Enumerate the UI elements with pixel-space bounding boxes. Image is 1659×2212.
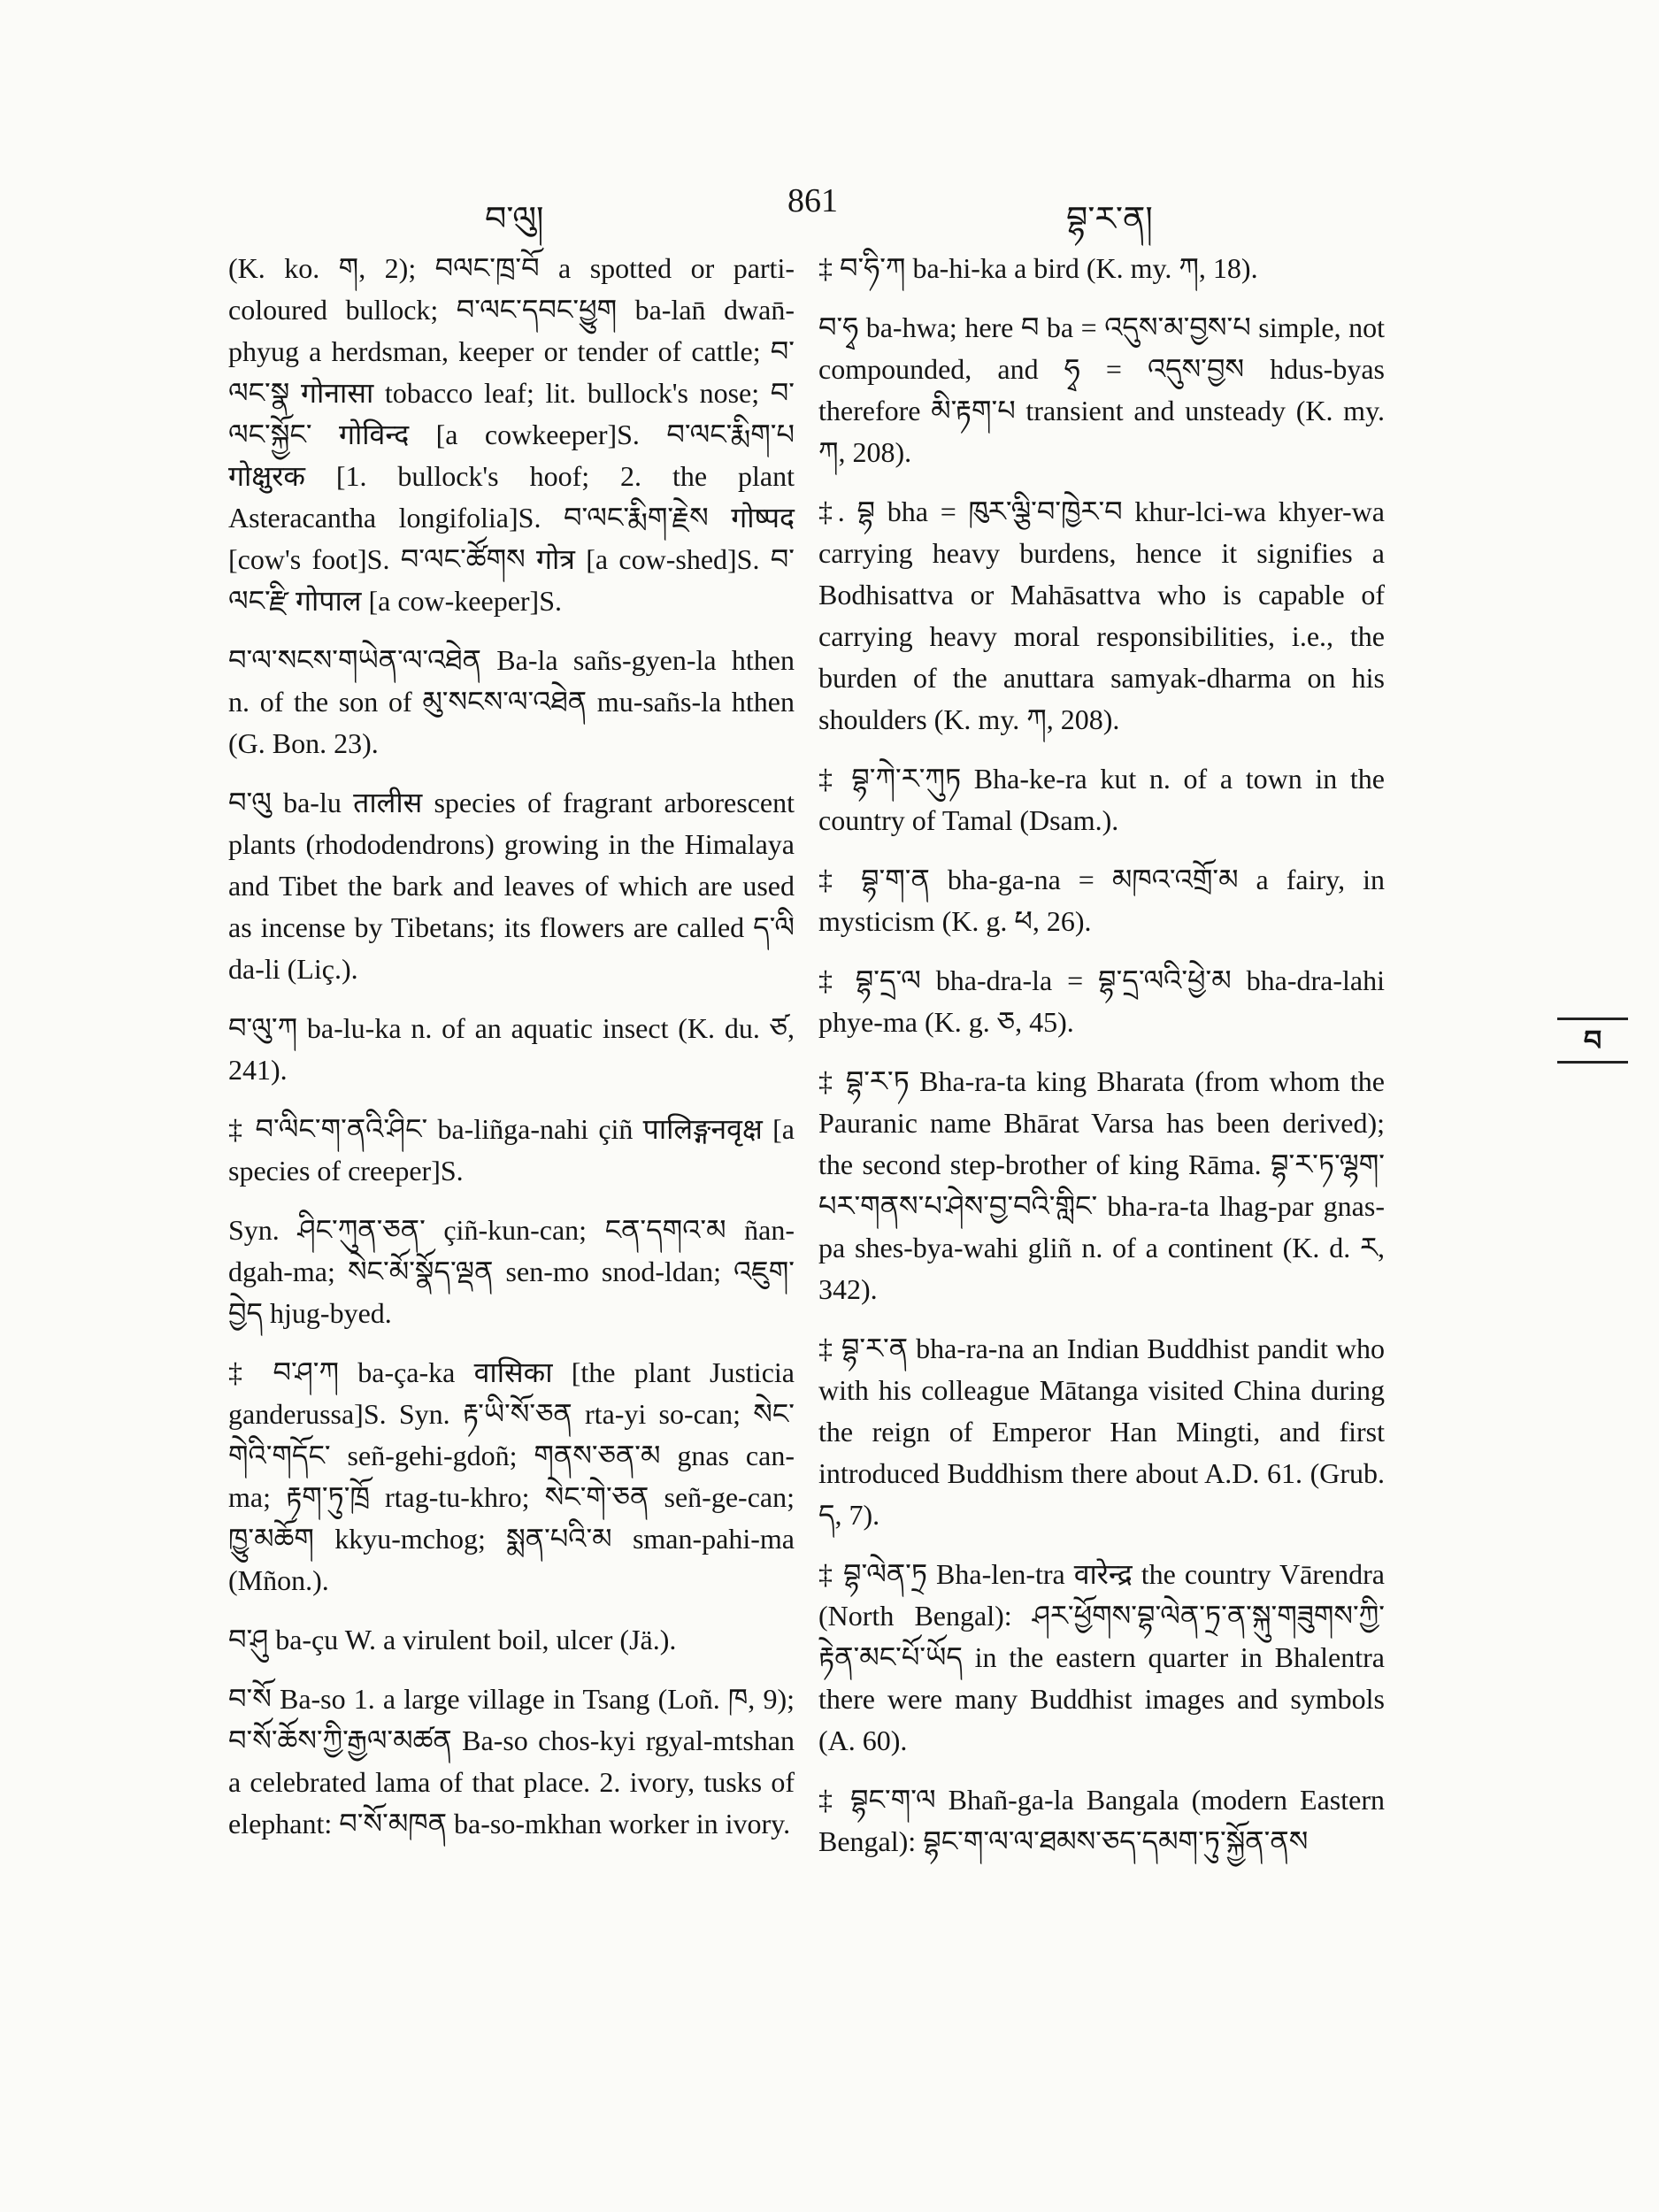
entry-text: ‡. བྷ bha = ཁུར་ལྕི་བ་ཁྱེར་བ khur-lci-wa khyer-wa carrying heavy burdens, hence it signifies a Bodhisattva or Mahāsattva who is capable of carrying heavy moral responsibilities, i.e., the burden of the anuttara samyak-dharma on his shoulders (K. my. ཀ, 208). bbox=[818, 495, 1385, 735]
synonym-block bbox=[228, 1210, 795, 1334]
dictionary-entry bbox=[228, 1109, 795, 1192]
dictionary-entry bbox=[818, 307, 1385, 473]
dictionary-entry bbox=[228, 1352, 795, 1601]
entry-text: བ་ལུ་ཀ ba-lu-ka n. of an aquatic insect (K. du. ཙ, 241). bbox=[228, 1012, 795, 1086]
right-column bbox=[818, 248, 1385, 1880]
entry-text: བ་སོ Ba-so 1. a large village in Tsang (Loñ. ཁ, 9); བ་སོ་ཆོས་ཀྱི་རྒྱལ་མཚན Ba-so chos-kyi rgyal-mtshan a celebrated lama of that place. 2. ivory, tusks of elephant: བ་སོ་མཁན ba-so-mkhan worker in ivory. bbox=[228, 1683, 795, 1839]
dictionary-entry bbox=[818, 859, 1385, 942]
dictionary-entry bbox=[228, 1619, 795, 1661]
entry-text: ‡ བྷ་དྲ་ལ bha-dra-la = བྷ་དྲ་ལའི་ཕྱེ་མ bha-dra-lahi phye-ma (K. g. ཅ, 45). bbox=[818, 964, 1385, 1038]
dictionary-entry bbox=[818, 1779, 1385, 1863]
running-head-right: བྷ་ར་ན། bbox=[1066, 201, 1153, 238]
entry-text: ‡ བ་ཧི་ཀ ba-hi-ka a bird (K. my. ཀ, 18). bbox=[818, 252, 1258, 284]
dictionary-entry bbox=[228, 640, 795, 764]
entry-text: ‡ བྷ་ར་ན bha-ra-na an Indian Buddhist pandit who with his colleague Mātanga visited China during the reign of Emperor Han Mingti, and first introduced Buddhism there about A.D. 61. (Grub. ད, 7). bbox=[818, 1333, 1385, 1531]
dictionary-entry bbox=[228, 1678, 795, 1845]
entry-text: ‡ བྷ་ར་ཏ Bha-ra-ta king Bharata (from whom the Pauranic name Bhārat Varsa has been derived); the second step-brother of king Rāma. བྷ་ར་ཏ་ལྷག་པར་གནས་པ་ཤེས་བྱ་བའི་གླིང་ bha-ra-ta lhag-par gnas-pa shes-bya-wahi gliñ n. of a continent (K. d. ར, 342). bbox=[818, 1065, 1385, 1305]
dictionary-entry bbox=[228, 782, 795, 990]
entry-text: བ་ལུ ba-lu तालीस species of fragrant arborescent plants (rhododendrons) growing in the Himalaya and Tibet the bark and leaves of which are used as incense by Tibetans; its flowers are called ད་ལི da-li (Liç.). bbox=[228, 787, 795, 985]
thumb-index-tab: བ bbox=[1557, 1018, 1628, 1064]
entry-text: ‡ བྷ་ལེན་ཏྲ Bha-len-tra वारेन्द्र the country Vārendra (North Bengal): ཤར་ཕྱོགས་བྷ་ལེན་ཏྲ་ན་སྐུ་གཟུགས་ཀྱི་རྟེན་མང་པོ་ཡོད in the eastern quarter in Bhalentra there were many Buddhist images and symbols (A. 60). bbox=[818, 1558, 1385, 1756]
entry-text: བ་ཤུ ba-çu W. a virulent boil, ulcer (Jä.). bbox=[228, 1624, 677, 1655]
entry-text: Syn. ཤིང་ཀུན་ཅན་ çiñ-kun-can; ངན་དགའ་མ ñan-dgah-ma; སེང་མོ་སྣོད་ལྡན sen-mo snod-ldan; འཇུག་བྱེད hjug-byed. bbox=[228, 1214, 795, 1329]
dictionary-entry bbox=[228, 1008, 795, 1091]
dictionary-entry bbox=[818, 1554, 1385, 1762]
dictionary-entry bbox=[818, 248, 1385, 289]
entry-text: ‡ བ་ལིང་ག་ནའི་ཤིང་ ba-liñga-nahi çiñ पालिङ्गनवृक्ष [a species of creeper]S. bbox=[228, 1113, 795, 1187]
entry-text: ‡ བྷང་ག་ལ Bhañ-ga-la Bangala (modern Eastern Bengal): བྷང་ག་ལ་ལ་ཐམས་ཅད་དམག་ཏུ་སྐྱོན་ནས bbox=[818, 1784, 1385, 1857]
entry-text: བ་ཧྭ ba-hwa; here བ ba = འདུས་མ་བྱས་པ simple, not compounded, and ཧྭ = འདུས་བྱས hdus-byas therefore མི་རྟག་པ transient and unsteady (K. my. ཀ, 208). bbox=[818, 311, 1385, 468]
entry-text: བ་ལ་སངས་གཡེན་ལ་འཐེན Ba-la sañs-gyen-la hthen n. of the son of མུ་སངས་ལ་འཐེན mu-sañs-la hthen (G. Bon. 23). bbox=[228, 644, 795, 759]
entry-text: (K. ko. ག, 2); བལང་ཁྲ་བོ a spotted or parti-coloured bullock; བ་ལང་དབང་ཕྱུག ba-lan̄ dwan̄-phyug a herdsman, keeper or tender of cattle; བ་ལང་སྣ गोनासा tobacco leaf; lit. bullock's nose; བ་ལང་སྐྱོང་ गोविन्द [a cowkeeper]S. བ་ལང་རྨིག་པ गोक्षुरक [1. bullock's hoof; 2. the plant Asteracantha longifolia]S. བ་ལང་རྨིག་རྗེས गोष्पद [cow's foot]S. བ་ལང་ཚོགས गोत्र [a cow-shed]S. བ་ལང་རྫི गोपाल [a cow-keeper]S. bbox=[228, 252, 795, 617]
dictionary-entry bbox=[818, 1061, 1385, 1310]
running-head-left: བ་ལུ། bbox=[485, 201, 544, 238]
page-number: 861 bbox=[787, 182, 838, 219]
dictionary-entry bbox=[818, 960, 1385, 1043]
entry-text: ‡ བྷ་ག་ན bha-ga-na = མཁའ་འགྲོ་མ a fairy, in mysticism (K. g. ཕ, 26). bbox=[818, 864, 1385, 937]
dictionary-entry bbox=[818, 1328, 1385, 1536]
left-column bbox=[228, 248, 795, 1863]
entry-text: ‡ བ་ཤ་ཀ ba-ça-ka वासिका [the plant Justicia ganderussa]S. Syn. རྟ་ཡི་སོ་ཅན rta-yi so-can; སེང་གེའི་གདོང་ señ-gehi-gdoñ; གནས་ཅན་མ gnas can-ma; རྟག་ཏུ་ཁྲོ rtag-tu-khro; སེང་གེ་ཅན señ-ge-can; ཁྱུ་མཆོག kkyu-mchog; སྨན་པའི་མ sman-pahi-ma (Mñon.). bbox=[228, 1356, 795, 1596]
dictionary-entry bbox=[228, 248, 795, 622]
entry-text: ‡ བྷ་ཀེ་ར་ཀུཏ Bha-ke-ra kut n. of a town in the country of Tamal (Dsam.). bbox=[818, 763, 1385, 836]
dictionary-entry bbox=[818, 491, 1385, 741]
dictionary-entry bbox=[818, 758, 1385, 841]
